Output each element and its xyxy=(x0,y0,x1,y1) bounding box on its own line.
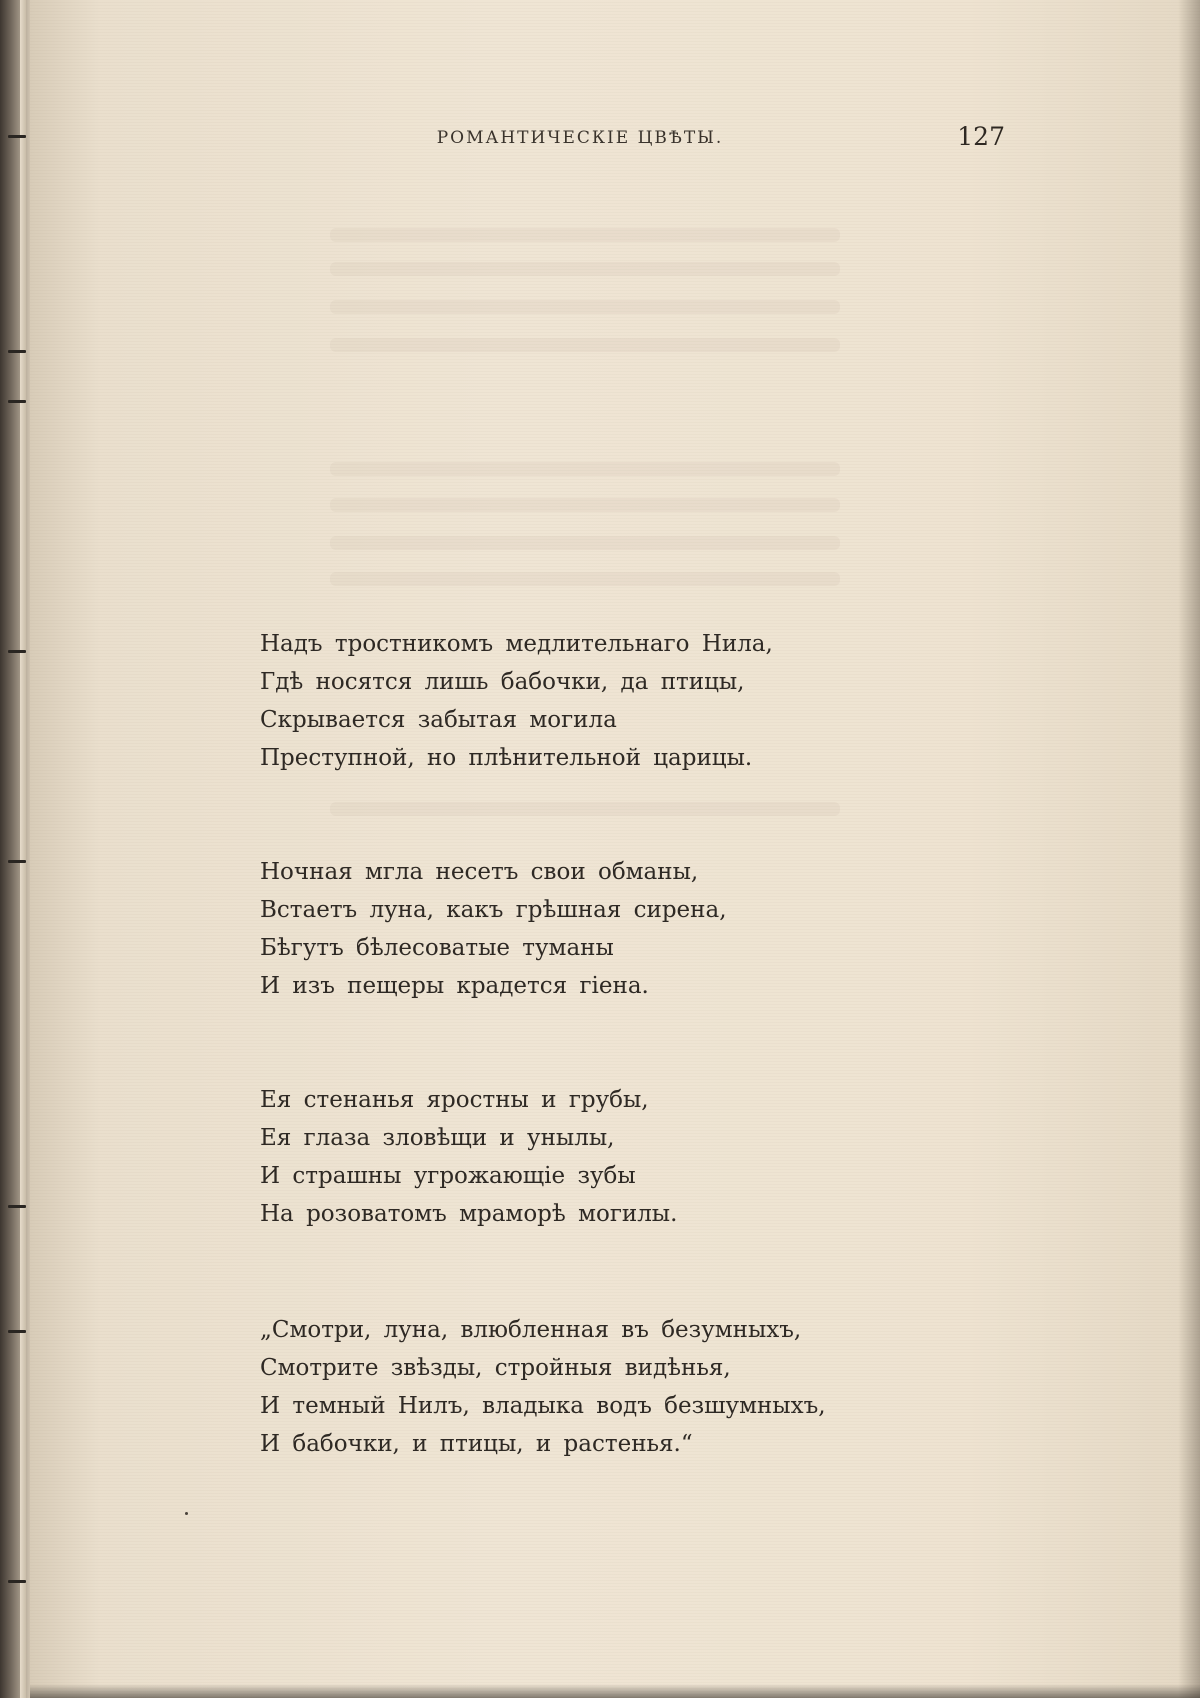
bleed-through xyxy=(330,262,840,276)
binding-stitch xyxy=(8,1205,26,1208)
binding-stitch xyxy=(8,650,26,653)
binding-stitch xyxy=(8,1580,26,1583)
binding-stitch xyxy=(8,350,26,353)
stanza-4 xyxy=(260,1311,960,1463)
running-title: РОМАНТИЧЕСКІЕ ЦВѢТЫ. xyxy=(436,128,724,148)
verse-line: „Смотри, луна, влюбленная въ безумныхъ, xyxy=(260,1317,802,1343)
verse-line: Бѣгутъ бѣлесоватые туманы xyxy=(260,935,614,961)
verse-line: Ночная мгла несетъ свои обманы, xyxy=(260,859,699,885)
stanza-1 xyxy=(260,625,960,777)
bleed-through xyxy=(330,802,840,816)
verse-line: И бабочки, и птицы, и растенья.“ xyxy=(260,1431,693,1457)
page-number: 127 xyxy=(957,122,1005,151)
bleed-through xyxy=(330,572,840,586)
bleed-through xyxy=(330,300,840,314)
bleed-through xyxy=(330,228,840,242)
page-bottom-edge-shadow xyxy=(30,1684,1200,1698)
stanza-3 xyxy=(260,1081,960,1233)
stanza-2 xyxy=(260,853,960,1005)
paper-speck xyxy=(185,1512,188,1515)
binding-stitch xyxy=(8,400,26,403)
verse-line: Преступной, но плѣнительной царицы. xyxy=(260,745,753,771)
page-stack-edge xyxy=(20,0,26,1698)
bleed-through xyxy=(330,498,840,512)
verse-line: Надъ тростникомъ медлительнаго Нила, xyxy=(260,631,773,657)
verse-line: Ея глаза зловѣщи и унылы, xyxy=(260,1125,615,1151)
binding-stitch xyxy=(8,860,26,863)
verse-line: И изъ пещеры крадется гіена. xyxy=(260,973,649,999)
binding-stitch xyxy=(8,135,26,138)
verse-line: На розоватомъ мраморѣ могилы. xyxy=(260,1201,678,1227)
bleed-through xyxy=(330,338,840,352)
page-right-edge-shadow xyxy=(1178,0,1200,1698)
verse-line: И темный Нилъ, владыка водъ безшумныхъ, xyxy=(260,1393,826,1419)
bleed-through xyxy=(330,536,840,550)
verse-line: Встаетъ луна, какъ грѣшная сирена, xyxy=(260,897,727,923)
verse-line: Скрывается забытая могила xyxy=(260,707,617,733)
verse-line: Смотрите звѣзды, стройныя видѣнья, xyxy=(260,1355,731,1381)
verse-line: И страшны угрожающіе зубы xyxy=(260,1163,636,1189)
binding-stitch xyxy=(8,1330,26,1333)
bleed-through xyxy=(330,462,840,476)
verse-line: Гдѣ носятся лишь бабочки, да птицы, xyxy=(260,669,745,695)
verse-line: Ея стенанья яростны и грубы, xyxy=(260,1087,649,1113)
